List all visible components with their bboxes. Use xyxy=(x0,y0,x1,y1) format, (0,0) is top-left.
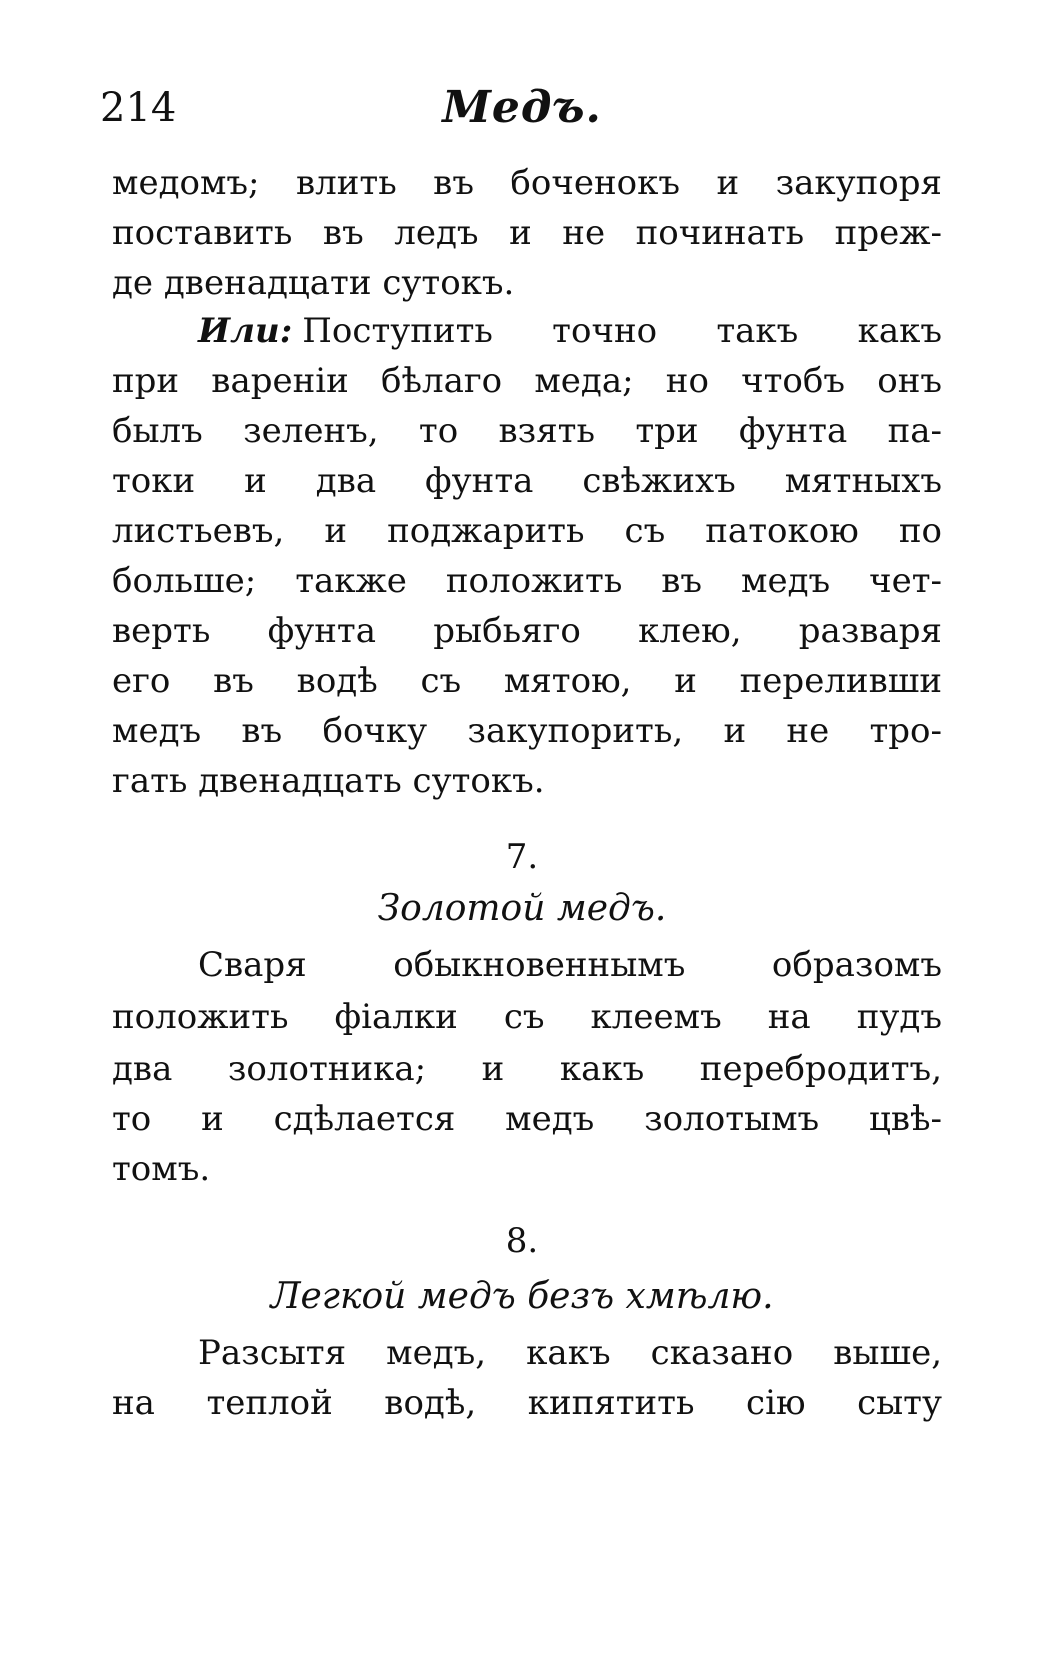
text-line: былъ зеленъ, то взять три фунта па- xyxy=(112,411,942,451)
text-line: верть фунта рыбьяго клею, разваря xyxy=(112,611,942,651)
text-line: поставить въ ледъ и не починать преж- xyxy=(112,213,942,253)
paragraph-lead-word: Или: xyxy=(198,311,293,351)
page-header xyxy=(0,82,1044,142)
paragraph-first-line xyxy=(198,306,942,356)
page-number: 214 xyxy=(100,85,177,131)
text-line: медомъ; влить въ боченокъ и закупоря xyxy=(112,163,942,203)
section-number: 8. xyxy=(505,1221,539,1261)
text-line: томъ. xyxy=(112,1149,211,1189)
section-heading: Золотой медъ. xyxy=(377,888,667,929)
text-line: токи и два фунта свѣжихъ мятныхъ xyxy=(112,461,942,501)
text-line: положить фіалки съ клеемъ на пудъ xyxy=(112,997,942,1037)
text-line: де двенадцати сутокъ. xyxy=(112,263,515,303)
text-line: Сваря обыкновеннымъ образомъ xyxy=(198,945,942,985)
text-line: Разсытя медъ, какъ сказано выше, xyxy=(198,1333,942,1373)
text-line: при вареніи бѣлаго меда; но чтобъ онъ xyxy=(112,361,942,401)
text-line: два золотника; и какъ перебродитъ, xyxy=(112,1049,942,1089)
section-number: 7. xyxy=(505,837,539,877)
text-line: листьевъ, и поджарить съ патокою по xyxy=(112,511,942,551)
section-heading: Легкой медъ безъ хмѣлю. xyxy=(270,1276,774,1317)
text-line: то и сдѣлается медъ золотымъ цвѣ- xyxy=(112,1099,942,1139)
text-line: его въ водѣ съ мятою, и переливши xyxy=(112,661,942,701)
text-line: больше; также положить въ медъ чет- xyxy=(112,561,942,601)
text-line: на теплой водѣ, кипятить сію сыту xyxy=(112,1383,942,1423)
running-title: Медъ. xyxy=(442,82,602,133)
text-line: гать двенадцать сутокъ. xyxy=(112,761,545,801)
paragraph-first-line-text: Поступить точно такъ какъ xyxy=(302,311,942,351)
text-line: медъ въ бочку закупорить, и не тро- xyxy=(112,711,942,751)
